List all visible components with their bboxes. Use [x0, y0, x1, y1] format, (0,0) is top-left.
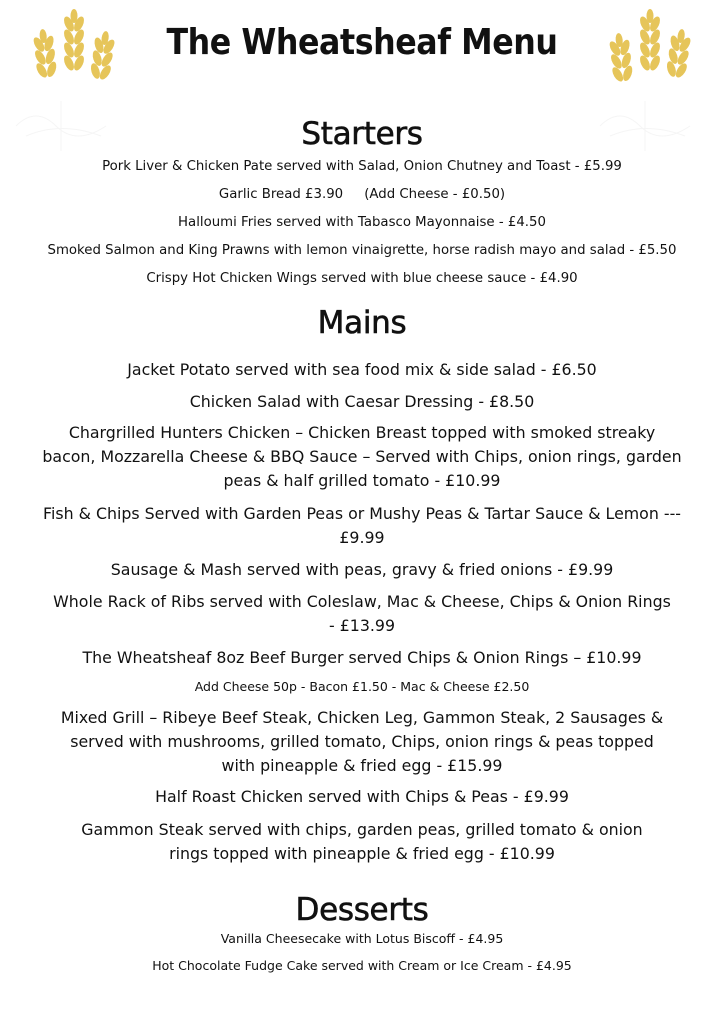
menu-item: Whole Rack of Ribs served with Coleslaw, Mac & Cheese, Chips & Onion Rings - £13.99 [53, 592, 671, 635]
menu-item: Gammon Steak served with chips, garden peas, grilled tomato & onion rings topped with pineapple & fried egg - £10.99 [81, 820, 643, 863]
desserts-heading: Desserts [295, 892, 429, 928]
menu-item: Sausage & Mash served with peas, gravy & fried onions - £9.99 [110, 560, 614, 579]
menu-item: Fish & Chips Served with Garden Peas or Mushy Peas & Tartar Sauce & Lemon --- £9.99 [43, 504, 681, 547]
menu-item: Hot Chocolate Fudge Cake served with Cream or Ice Cream - £4.95 [152, 958, 572, 973]
menu-item: Garlic Bread £3.90 (Add Cheese - £0.50) [218, 187, 506, 202]
menu-item: Smoked Salmon and King Prawns with lemon vinaigrette, horse radish mayo and salad - £5.50 [47, 243, 677, 258]
menu-item: Crispy Hot Chicken Wings served with blue cheese sauce - £4.90 [146, 271, 578, 286]
menu-item: Pork Liver & Chicken Pate served with Salad, Onion Chutney and Toast - £5.99 [102, 159, 622, 174]
menu-item: Half Roast Chicken served with Chips & Peas - £9.99 [155, 787, 569, 806]
menu-item: Halloumi Fries served with Tabasco Mayonnaise - £4.50 [178, 215, 546, 230]
mains-heading: Mains [317, 305, 407, 341]
menu-item: Chargrilled Hunters Chicken – Chicken Breast topped with smoked streaky bacon, Mozzarella Cheese & BBQ Sauce – Served with Chips, onion rings, garden peas & half grilled tomato - £10.99 [42, 423, 682, 490]
menu-item: Add Cheese 50p - Bacon £1.50 - Mac & Cheese £2.50 [194, 679, 530, 694]
menu-item: The Wheatsheaf 8oz Beef Burger served Chips & Onion Rings – £10.99 [82, 648, 642, 667]
menu-item: Mixed Grill – Ribeye Beef Steak, Chicken Leg, Gammon Steak, 2 Sausages & served with mushrooms, grilled tomato, Chips, onion rings & peas topped with pineapple & fried egg - £15.99 [60, 708, 664, 775]
menu-item: Chicken Salad with Caesar Dressing - £8.50 [189, 392, 535, 411]
page-title: The Wheatsheaf Menu [166, 22, 558, 63]
starters-heading: Starters [301, 116, 423, 152]
menu-item: Vanilla Cheesecake with Lotus Biscoff - £4.95 [220, 931, 504, 946]
menu-item: Jacket Potato served with sea food mix & side salad - £6.50 [127, 360, 597, 379]
